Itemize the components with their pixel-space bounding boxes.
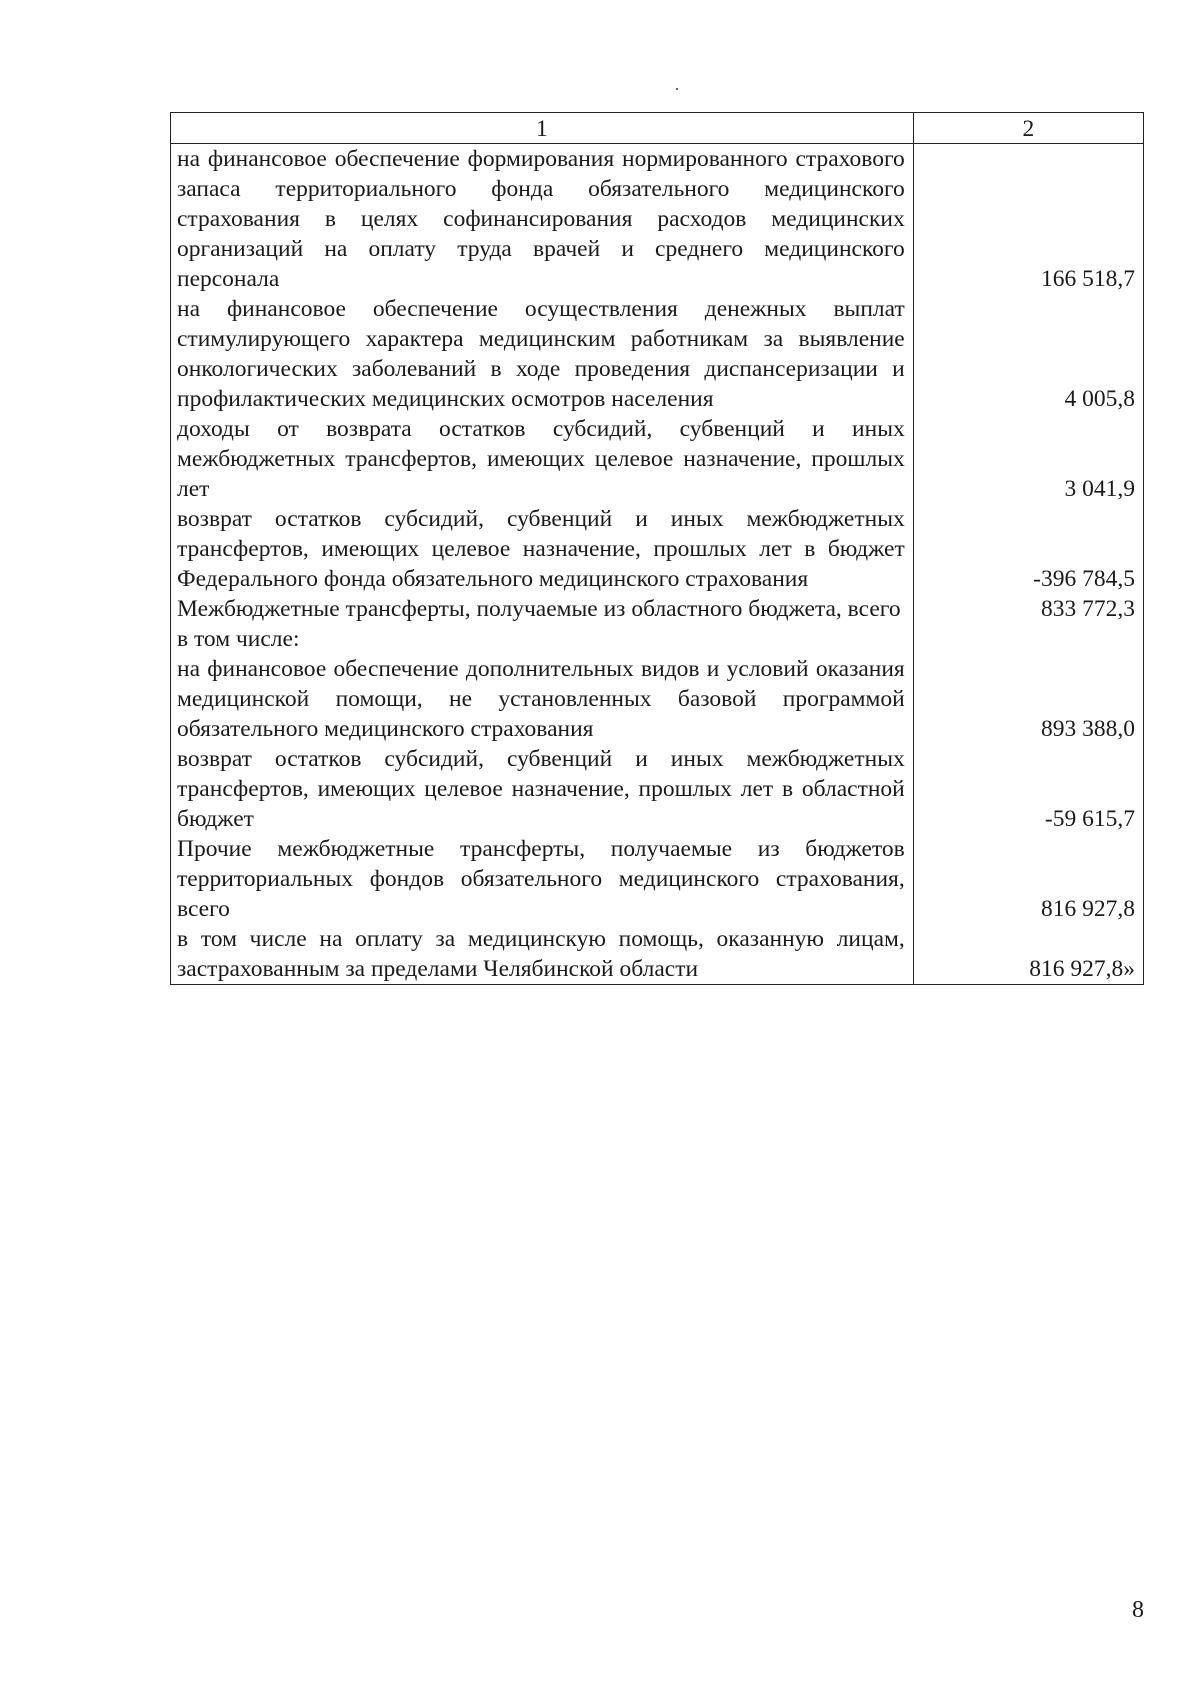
row-value: -59 615,7 [913,744,1143,834]
row-description: на финансовое обеспечение дополнительных видов и условий оказания медицинской помощи, не установленных базовой программой обязательного медицинского страхования [171,654,914,744]
table-row [171,834,1144,924]
row-description: возврат остатков субсидий, субвенций и иных межбюджетных трансфертов, имеющих целевое назначение, прошлых лет в бюджет Федерального фонда обязательного медицинского страхования [171,504,914,594]
column-header-2: 2 [913,113,1143,144]
page-number: 8 [1132,1597,1144,1623]
row-description: Межбюджетные трансферты, получаемые из областного бюджета, всего [171,594,914,624]
table-row [171,594,1144,624]
budget-table [170,112,1144,985]
row-description: доходы от возврата остатков субсидий, субвенций и иных межбюджетных трансфертов, имеющих целевое назначение, прошлых лет [171,414,914,504]
table-row [171,744,1144,834]
row-value: -396 784,5 [913,504,1143,594]
row-value [913,624,1143,654]
row-description: Прочие межбюджетные трансферты, получаемые из бюджетов территориальных фондов обязательного медицинского страхования, всего [171,834,914,924]
row-value: 4 005,8 [913,294,1143,414]
row-description: на финансовое обеспечение осуществления денежных выплат стимулирующего характера медицинским работникам за выявление онкологических заболеваний в ходе проведения диспансеризации и профилактических медицинских осмотров населения [171,294,914,414]
column-header-1: 1 [171,113,914,144]
row-value: 893 388,0 [913,654,1143,744]
row-description: в том числе: [171,624,914,654]
row-value: 3 041,9 [913,414,1143,504]
table-row [171,924,1144,985]
table-row [171,654,1144,744]
table-row [171,414,1144,504]
row-value: 816 927,8» [913,924,1143,985]
row-value: 166 518,7 [913,144,1143,295]
row-value: 833 772,3 [913,594,1143,624]
row-description: на финансовое обеспечение формирования нормированного страхового запаса территориального фонда обязательного медицинского страхования в целях софинансирования расходов медицинских организаций на оплату труда врачей и среднего медицинского персонала [171,144,914,295]
table-row [171,624,1144,654]
row-description: в том числе на оплату за медицинскую помощь, оказанную лицам, застрахованным за пределами Челябинской области [171,924,914,985]
table-row [171,504,1144,594]
table-row [171,294,1144,414]
row-description: возврат остатков субсидий, субвенций и иных межбюджетных трансфертов, имеющих целевое назначение, прошлых лет в областной бюджет [171,744,914,834]
row-value: 816 927,8 [913,834,1143,924]
table-row [171,144,1144,295]
scan-mark [676,88,678,90]
table-header-row [171,113,1144,144]
